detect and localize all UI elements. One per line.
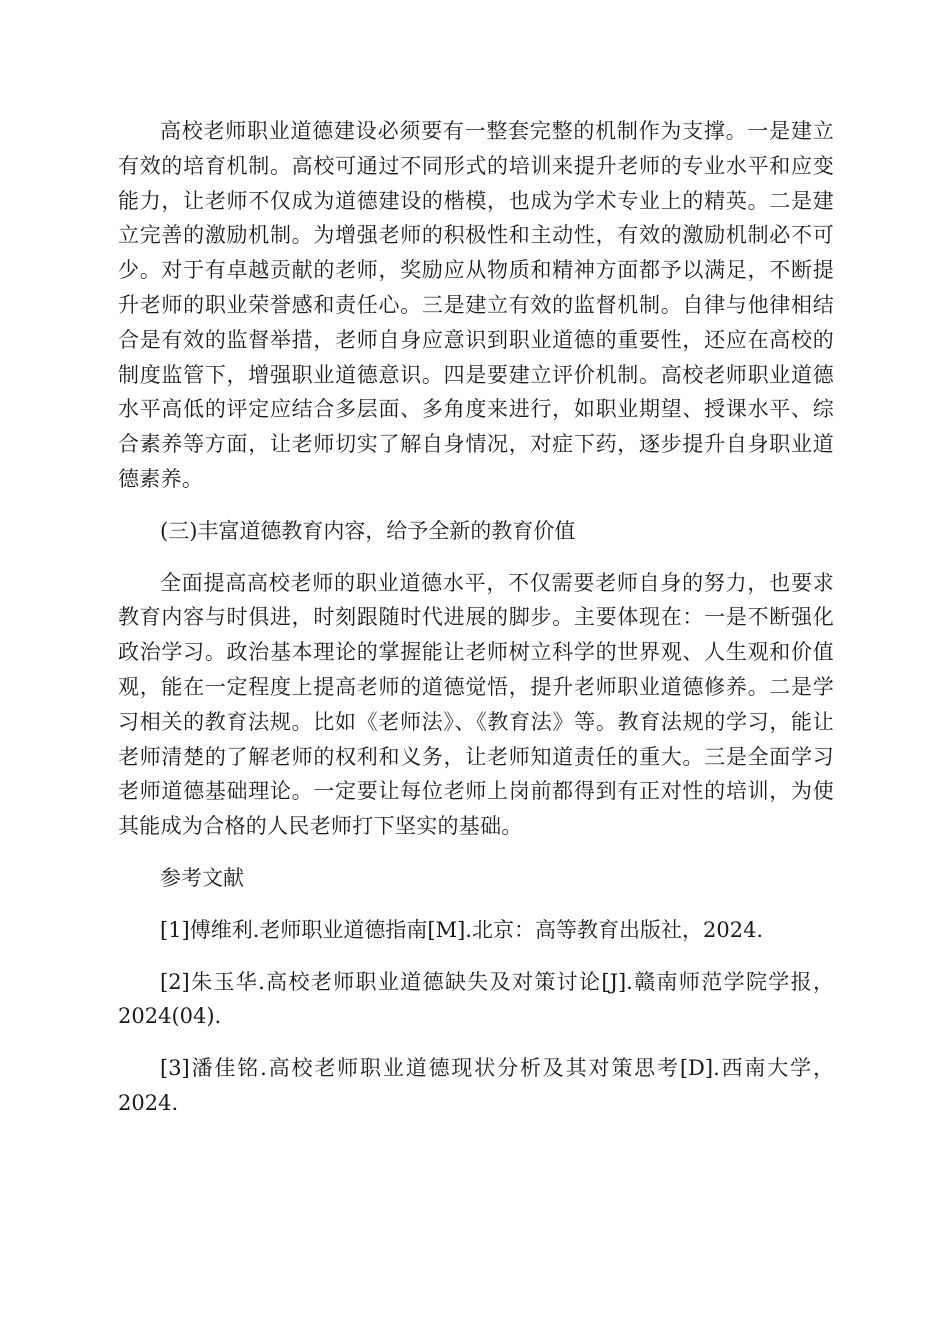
reference-item: [1]傅维利.老师职业道德指南[M].北京：高等教育出版社，2024. — [160, 917, 764, 942]
body-paragraph-mechanisms: 高校老师职业道德建设必须要有一整套完整的机制作为支撑。一是建立有效的培育机制。高校可通过不同形式的培训来提升老师的专业水平和应变能力，让老师不仅成为道德建设的楷模，也成为学术专业上的精英。二是建立完善的激励机制。为增强老师的积极性和主动性，有效的激励机制必不可少。对于有卓越贡献的老师，奖励应从物质和精神方面都予以满足，不断提升老师的职业荣誉感和责任心。三是建立有效的监督机制。自律与他律相结合是有效的监督举措，老师自身应意识到职业道德的重要性，还应在高校的制度监管下，增强职业道德意识。四是要建立评价机制。高校老师职业道德水平高低的评定应结合多层面、多角度来进行，如职业期望、授课水平、综合素养等方面，让老师切实了解自身情况，对症下药，逐步提升自身职业道德素养。 — [118, 119, 834, 491]
section-heading: (三)丰富道德教育内容，给予全新的教育价值 — [160, 518, 576, 543]
document-body — [118, 114, 834, 1121]
references-title: 参考文献 — [160, 865, 244, 890]
reference-item: [3]潘佳铭.高校老师职业道德现状分析及其对策思考[D].西南大学，2024. — [118, 1056, 834, 1115]
body-paragraph-content: 全面提高高校老师的职业道德水平，不仅需要老师自身的努力，也要求教育内容与时俱进，时刻跟随时代进展的脚步。主要体现在：一是不断强化政治学习。政治基本理论的掌握能让老师树立科学的世界观、人生观和价值观，能在一定程度上提高老师的道德觉悟，提升老师职业道德修养。二是学习相关的教育法规。比如《老师法》、《教育法》等。教育法规的学习，能让老师清楚的了解老师的权利和义务，让老师知道责任的重大。三是全面学习老师道德基础理论。一定要让每位老师上岗前都得到有正对性的培训，为使其能成为合格的人民老师打下坚实的基础。 — [118, 570, 834, 839]
reference-item: [2]朱玉华.高校老师职业道德缺失及对策讨论[J].赣南师范学院学报，2024(04). — [118, 969, 834, 1029]
